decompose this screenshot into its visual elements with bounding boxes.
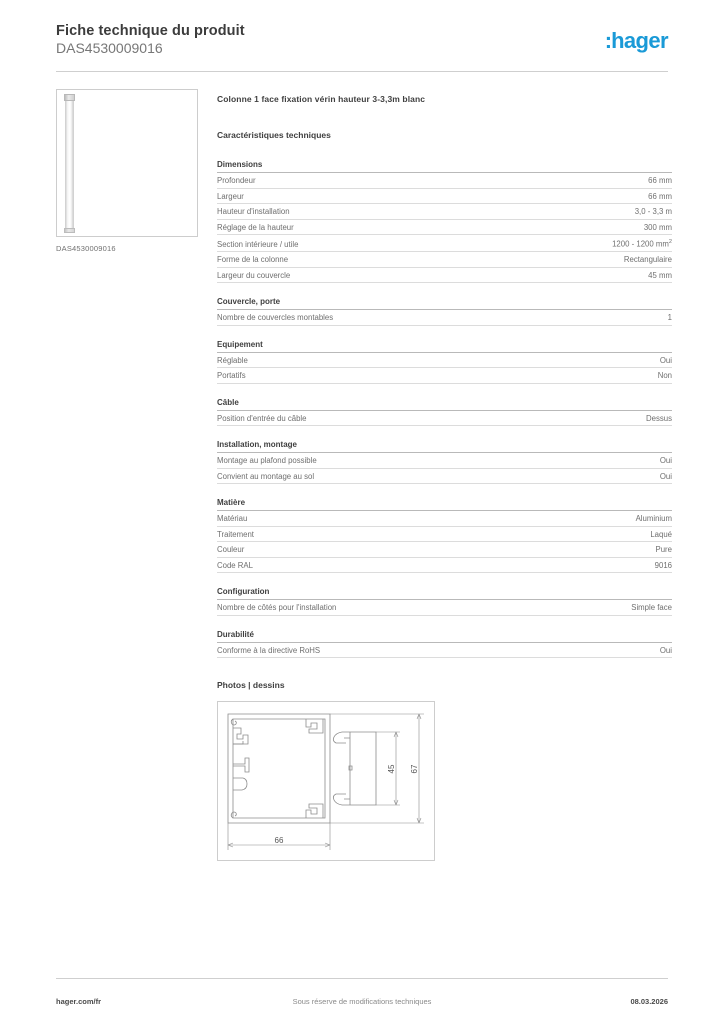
specification-label: Matériau (217, 514, 248, 524)
hager-logo (605, 30, 668, 52)
specification-row (217, 252, 672, 268)
specification-value: Laqué (650, 529, 672, 539)
specification-row (217, 558, 672, 574)
specification-groups (217, 160, 672, 658)
page-footer (56, 997, 668, 1006)
drawing-section (217, 680, 672, 861)
dimension-width-label: 66 (274, 836, 284, 846)
drawing-title: Photos | dessins (217, 680, 285, 691)
specification-value: 66 mm (648, 191, 672, 201)
specification-group (217, 297, 672, 326)
specification-group (217, 440, 672, 484)
specifications-heading: Caractéristiques techniques (217, 130, 331, 140)
specification-label: Profondeur (217, 176, 256, 185)
product-image (56, 89, 198, 237)
specification-label: Portatifs (217, 371, 246, 381)
footer-disclaimer: Sous réserve de modifications techniques (292, 997, 432, 1006)
logo-colon-icon: : (604, 28, 612, 53)
specification-group (217, 398, 672, 427)
specification-label: Conforme à la directive RoHS (217, 645, 321, 655)
specification-label: Nombre de couvercles montables (217, 313, 334, 323)
specification-row (217, 453, 672, 469)
specification-group-title: Installation, montage (217, 440, 672, 453)
specification-row (217, 220, 672, 236)
specification-value: Oui (659, 645, 672, 655)
specification-value: 66 mm (648, 176, 672, 185)
specification-label: Hauteur d'installation (217, 207, 290, 216)
specification-label: Position d'entrée du câble (217, 413, 307, 423)
specification-row (217, 268, 672, 284)
header-divider (56, 71, 668, 72)
specification-row (217, 189, 672, 205)
specification-label: Nombre de côtés pour l'installation (217, 603, 337, 613)
specification-label: Largeur (217, 191, 244, 201)
specification-row (217, 368, 672, 384)
specification-group-title: Configuration (217, 587, 672, 600)
specification-group (217, 340, 672, 384)
specification-row (217, 600, 672, 616)
specification-group-title: Dimensions (217, 160, 672, 173)
specification-label: Code RAL (217, 560, 253, 570)
specification-row (217, 411, 672, 427)
specification-value: 45 mm (648, 270, 672, 280)
specification-label: Largeur du couvercle (217, 270, 291, 280)
specification-value: 1 (667, 313, 672, 323)
product-image-caption: DAS4530009016 (56, 244, 116, 253)
specification-value: Oui (659, 471, 672, 481)
specification-value: Dessus (646, 413, 672, 423)
column-cap-bottom-graphic (64, 228, 75, 233)
specification-value: Oui (659, 456, 672, 466)
specification-group (217, 630, 672, 659)
specification-label: Montage au plafond possible (217, 456, 317, 466)
footer-website[interactable]: hager.com/fr (56, 997, 102, 1006)
specification-label: Couleur (217, 545, 245, 555)
specification-group-title: Durabilité (217, 630, 672, 643)
column-cap-top-graphic (64, 94, 75, 101)
footer-divider (56, 978, 668, 979)
technical-drawing-svg (218, 702, 434, 860)
specification-row (217, 643, 672, 659)
technical-drawing (217, 701, 435, 861)
specification-group-title: Couvercle, porte (217, 297, 672, 310)
specification-value: 3,0 - 3,3 m (634, 207, 672, 216)
specification-group-title: Câble (217, 398, 672, 411)
specification-value: Pure (655, 545, 672, 555)
specification-label: Réglage de la hauteur (217, 222, 294, 232)
specification-group-title: Equipement (217, 340, 672, 353)
specification-value: Rectangulaire (623, 255, 672, 265)
specification-group (217, 587, 672, 616)
specification-value: 1200 - 1200 $mm^2$ (612, 239, 672, 249)
specification-label: Section intérieure / utile (217, 239, 299, 249)
product-name: Colonne 1 face fixation vérin hauteur 3-3,3m blanc (217, 94, 426, 104)
specification-row (217, 235, 672, 252)
specifications-section (217, 94, 672, 861)
footer-date: 08.03.2026 (630, 997, 668, 1006)
specification-value: Non (657, 371, 672, 381)
specification-row (217, 527, 672, 543)
logo-text: hager (611, 28, 668, 53)
specification-value: 300 mm (643, 222, 672, 232)
dimension-cover-label: 45 (387, 764, 396, 774)
specification-label: Forme de la colonne (217, 255, 289, 265)
specification-row (217, 310, 672, 326)
specification-group (217, 160, 672, 283)
page-header (56, 22, 668, 68)
page-title: Fiche technique du produit (56, 23, 245, 39)
specification-value: Oui (659, 355, 672, 365)
specification-label: Convient au montage au sol (217, 471, 315, 481)
specification-row (217, 542, 672, 558)
specification-row (217, 353, 672, 369)
specification-label: Traitement (217, 529, 254, 539)
column-profile-graphic (65, 96, 74, 232)
specification-group (217, 498, 672, 573)
product-figure (56, 89, 200, 253)
specification-label: Réglable (217, 355, 248, 365)
specification-row (217, 469, 672, 485)
specification-value: 9016 (654, 560, 672, 570)
dimension-height-label: 67 (410, 764, 419, 774)
specification-row (217, 511, 672, 527)
specification-value: Aluminium (635, 514, 672, 524)
specification-value: Simple face (631, 603, 672, 613)
specification-row (217, 204, 672, 220)
specification-row (217, 173, 672, 189)
product-reference: DAS4530009016 (56, 40, 163, 56)
specification-group-title: Matière (217, 498, 672, 511)
